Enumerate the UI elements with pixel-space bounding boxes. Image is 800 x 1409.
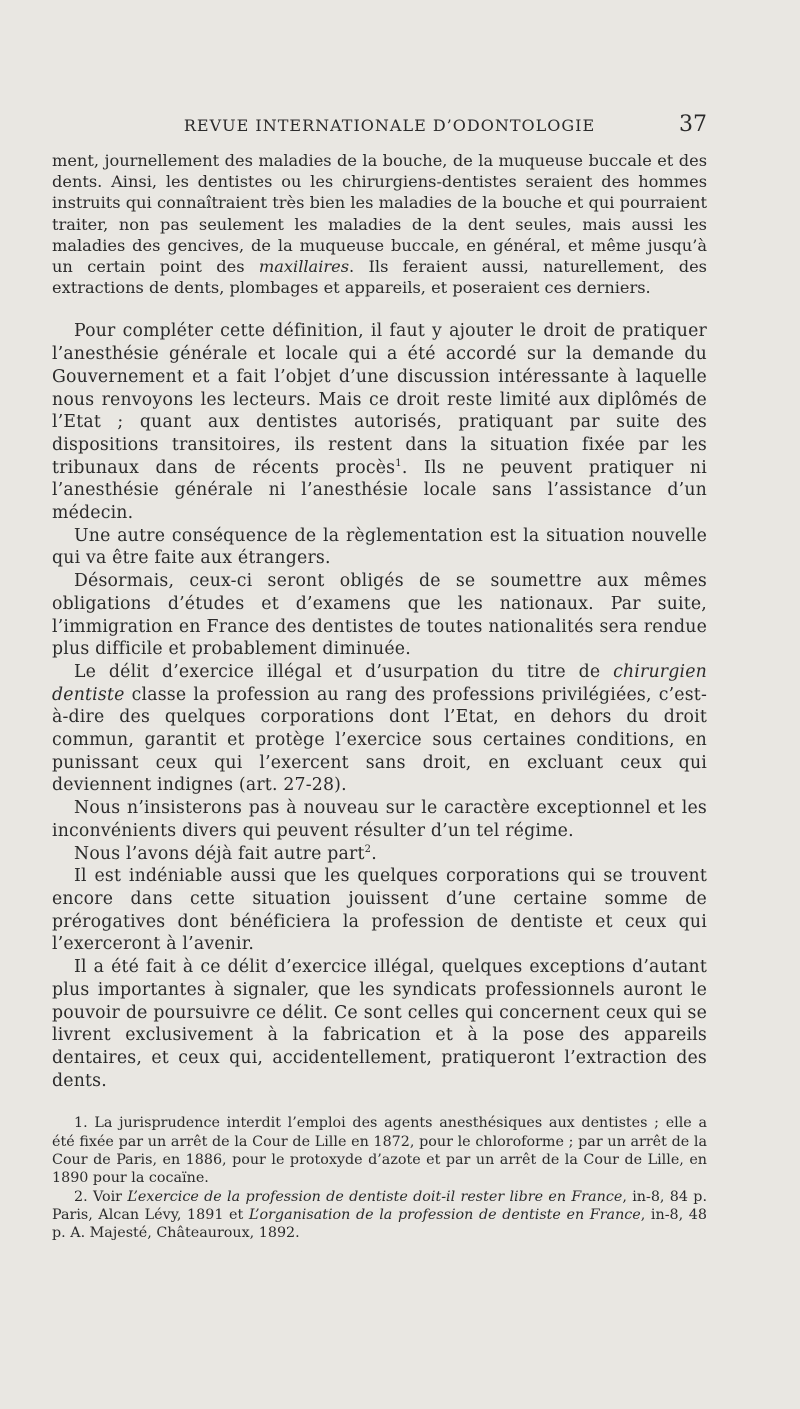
paragraph-exceptions: Il a été fait à ce délit d’exercice illégal, quelques exceptions d’autant plus importantes à signaler, que les syndicats professionnels auront le pouvoir de poursuivre ce délit. Ce sont celles qui concernent ceux qui se livrent exclusivement à la fabrication et à la pose des appareils dentaires, et ceux qui, accidentellement, pratiqueront l’extraction des dents.: [52, 957, 707, 1091]
paragraph-illegal-practice: [52, 661, 707, 797]
paragraph-obligations: Désormais, ceux-ci seront obligés de se soumettre aux mêmes obligations d’études et d’examens que les nationaux. Par suite, l’immigration en France des dentistes de toutes nationalités sera rendue plus difficile et probablement diminuée.: [52, 571, 707, 660]
paragraph-text: . Ils ne peuvent pratiquer ni l’anesthésie générale ni l’anesthésie locale sans l’assistance d’un médecin.: [52, 457, 707, 524]
paragraph-regime: Nous n’insisterons pas à nouveau sur le caractère exceptionnel et les inconvénients divers qui peuvent résulter d’un tel régime.: [52, 798, 707, 841]
footnote-ref: 1: [395, 457, 402, 469]
page-number: 37: [679, 112, 707, 137]
paragraph-text: Le délit d’exercice illégal et d’usurpation du titre de: [74, 661, 614, 682]
paragraph-continuation: [52, 150, 707, 298]
paragraph-text: ment, journellement des maladies de la bouche, de la muqueuse buccale et des dents. Ainsi, les dentistes ou les chirurgiens-dentistes seraient des hommes instruits qui connaîtraient très bien les maladies de la bouche et qui pourraient traiter, non pas seulement les maladies de la dent seules, mais aussi les maladies des gencives, de la muqueuse buccale, en général, et même jusqu’à un certain point des: [52, 151, 707, 277]
italic-term: chirurgien dentiste: [52, 661, 707, 705]
paragraph-anesthesia: [52, 320, 707, 524]
paragraph-elsewhere: [52, 843, 707, 866]
footnote-text: , in-8, 84 p. Paris, Alcan Lévy, 1891 et: [52, 1188, 707, 1223]
book-title: L’organisation de la profession de dentiste en France: [248, 1206, 641, 1223]
book-page: [52, 112, 707, 1242]
italic-term: maxillaires: [258, 257, 350, 277]
paragraph-gap: [52, 298, 707, 320]
paragraph-prerogatives: Il est indéniable aussi que les quelques corporations qui se trouvent encore dans cette situation jouissent d’une certaine somme de prérogatives dont bénéficiera la profession de dentiste et ceux qui l’exerceront à l’avenir.: [52, 866, 707, 955]
paragraph-text: classe la profession au rang des professions privilégiées, c’est-à-dire des quelques corporations dont l’Etat, en dehors du droit commun, garantit et protège l’exercice sous certaines conditions, en punissant ceux qui l’exercent sans droit, en excluant ceux qui deviennent indignes (art. 27-28).: [52, 684, 707, 796]
running-title: REVUE INTERNATIONALE D’ODONTOLOGIE: [183, 116, 596, 135]
paragraph-foreigners: Une autre conséquence de la règlementation est la situation nouvelle qui va être faite aux étrangers.: [52, 525, 707, 569]
paragraph-text: .: [371, 843, 377, 864]
footnotes: [52, 1114, 707, 1242]
footnote-text: , in-8, 48 p. A. Majesté, Châteauroux, 1892.: [52, 1206, 707, 1242]
book-title: L’exercice de la profession de dentiste doit-il rester libre en France: [127, 1188, 623, 1205]
paragraph-text: Nous l’avons déjà fait autre part: [74, 843, 365, 864]
footnote-2: [52, 1188, 707, 1243]
paragraph-text: Pour compléter cette définition, il faut y ajouter le droit de pratiquer l’anesthésie générale et locale qui a été accordé sur la demande du Gouvernement et a fait l’objet d’une discussion intéressante à laquelle nous renvoyons les lecteurs. Mais ce droit reste limité aux diplômés de l’Etat ; quant aux dentistes autorisés, pratiquant par suite des dispositions transitoires, ils restent dans la situation fixée par les tribunaux dans de récents procès: [52, 321, 707, 478]
footnote-text: 2. Voir: [74, 1188, 128, 1205]
footnote-ref: 2: [364, 843, 372, 855]
running-head: [52, 112, 707, 146]
footnote-1: 1. La jurisprudence interdit l’emploi des agents anesthésiques aux dentistes ; elle a été fixée par un arrêt de la Cour de Lille en 1872, pour le chloroforme ; par un arrêt de la Cour de Paris, en 1886, pour le protoxyde d’azote et par un arrêt de la Cour de Lille, en 1890 pour la cocaïne.: [52, 1115, 707, 1187]
paragraph-text: . Ils feraient aussi, naturellement, des extractions de dents, plombages et appareils, et poseraient ces derniers.: [52, 257, 707, 298]
